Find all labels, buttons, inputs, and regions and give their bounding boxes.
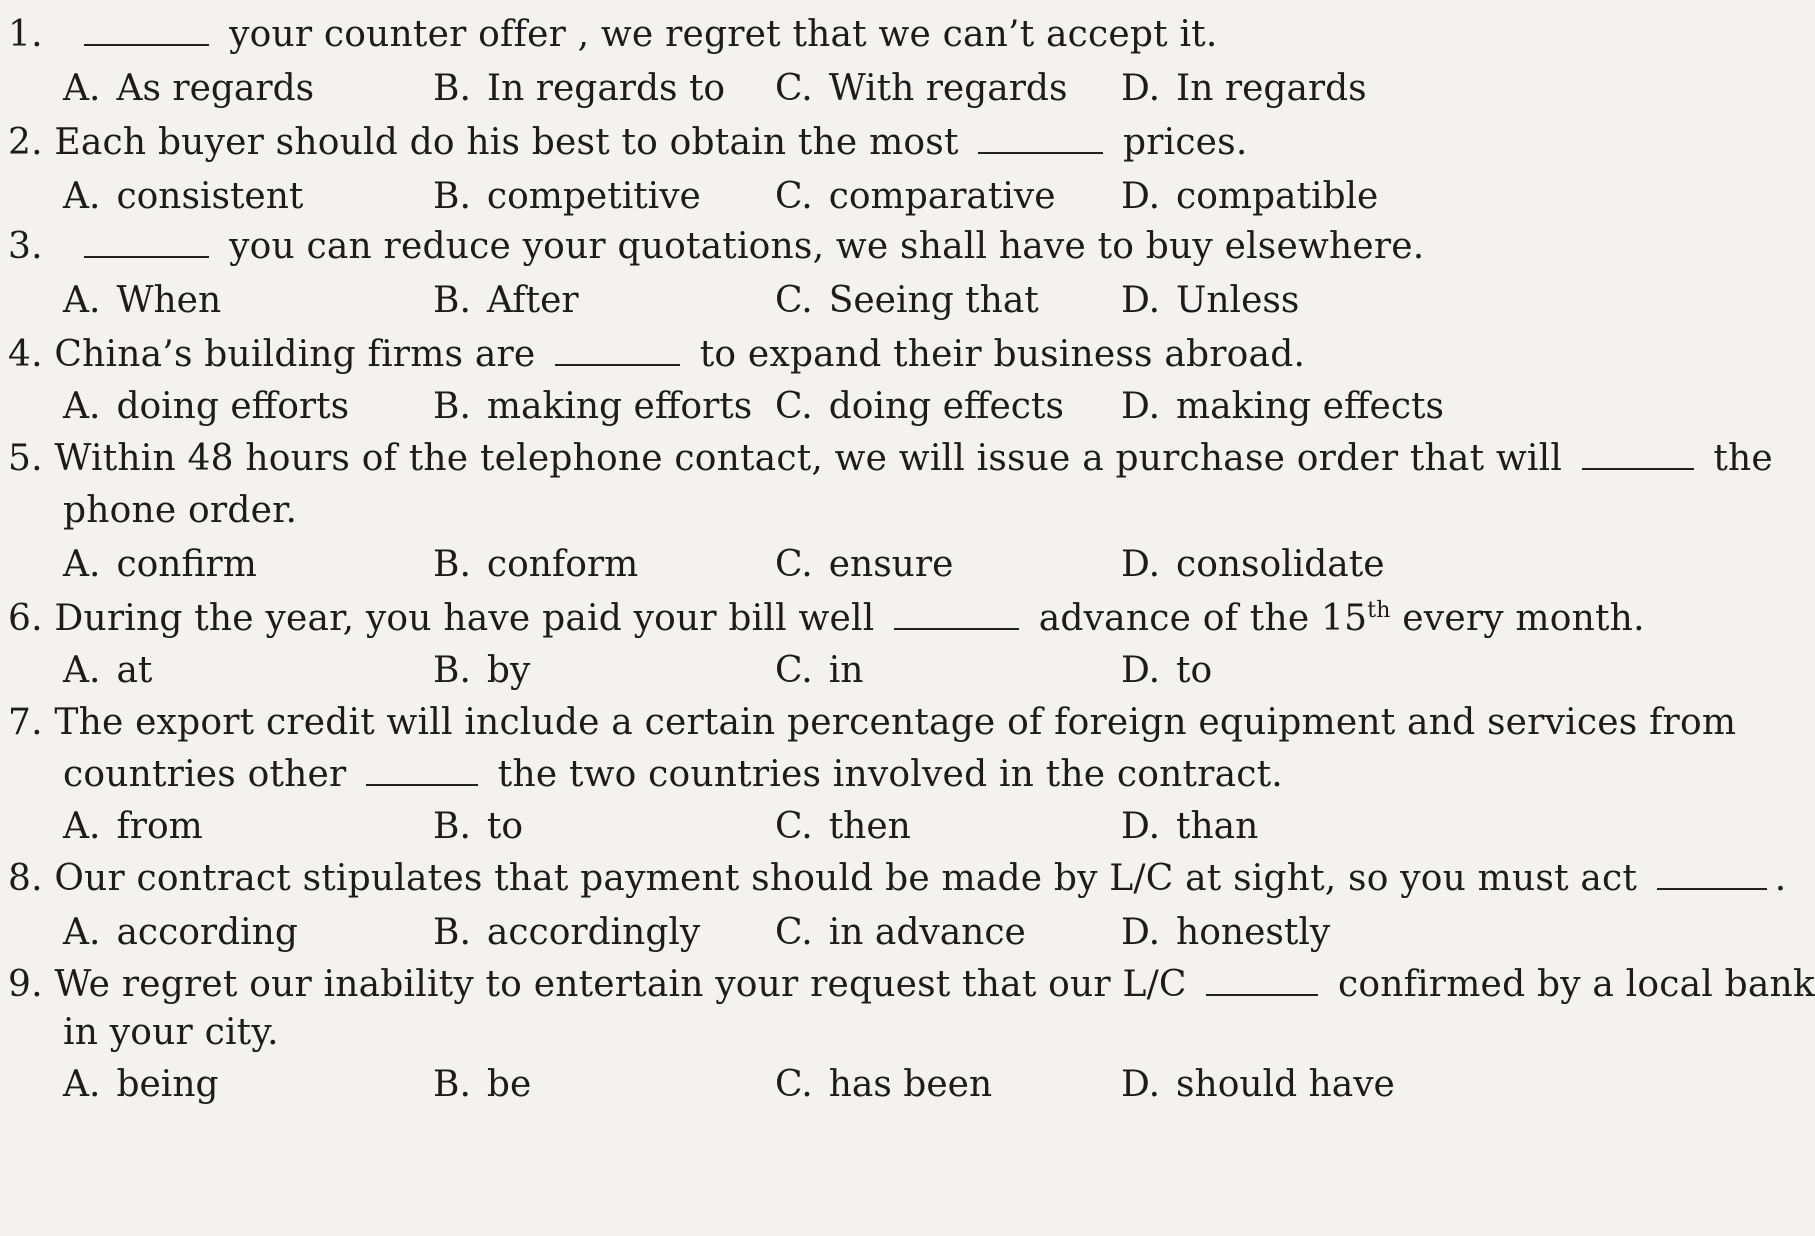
options-2 bbox=[63, 176, 1663, 218]
answer-blank bbox=[1206, 968, 1318, 996]
question-text-end: confirmed by a local bank bbox=[1337, 964, 1815, 1005]
answer-blank bbox=[366, 758, 478, 786]
option-c: C. ensure bbox=[775, 544, 954, 585]
option-c: C. then bbox=[775, 806, 911, 847]
question-number: 6. bbox=[8, 598, 43, 639]
question-text: The export credit will include a certain percentage of foreign equipment and services from bbox=[54, 702, 1737, 743]
question-text-end: every month. bbox=[1402, 598, 1645, 639]
option-c: C. comparative bbox=[775, 176, 1056, 217]
question-number: 9. bbox=[8, 964, 43, 1005]
option-c: C. Seeing that bbox=[775, 280, 1039, 321]
question-number: 5. bbox=[8, 438, 43, 479]
option-a: A. consistent bbox=[63, 176, 304, 217]
option-a: A. As regards bbox=[63, 68, 315, 109]
option-b: B. be bbox=[433, 1064, 532, 1105]
answer-blank bbox=[894, 602, 1019, 630]
question-text: Each buyer should do his best to obtain the most bbox=[54, 122, 959, 163]
question-text-end: prices. bbox=[1122, 122, 1248, 163]
question-text-end: . bbox=[1774, 858, 1787, 899]
option-d: D. compatible bbox=[1121, 176, 1379, 217]
answer-blank bbox=[84, 18, 209, 46]
option-b: B. making efforts bbox=[433, 386, 753, 427]
option-c: C. With regards bbox=[775, 68, 1068, 109]
question-text: your counter offer , we regret that we can’t accept it. bbox=[229, 14, 1218, 55]
option-b: B. accordingly bbox=[433, 912, 701, 953]
question-text: you can reduce your quotations, we shall have to buy elsewhere. bbox=[229, 226, 1425, 267]
option-a: A. doing efforts bbox=[63, 386, 350, 427]
option-b: B. competitive bbox=[433, 176, 701, 217]
question-text-mid: advance of the 15 bbox=[1038, 598, 1368, 639]
option-c: C. in advance bbox=[775, 912, 1026, 953]
superscript: th bbox=[1367, 598, 1391, 623]
option-b: B. In regards to bbox=[433, 68, 726, 109]
question-text: China’s building firms are bbox=[54, 334, 536, 375]
options-7 bbox=[63, 806, 1663, 848]
question-2 bbox=[8, 122, 1248, 164]
question-9 bbox=[8, 964, 1815, 1006]
options-4 bbox=[63, 386, 1663, 428]
question-text: Within 48 hours of the telephone contact, we will issue a purchase order that will bbox=[54, 438, 1563, 479]
answer-blank bbox=[1657, 862, 1767, 890]
option-c: C. has been bbox=[775, 1064, 993, 1105]
answer-blank bbox=[84, 230, 209, 258]
question-text: During the year, you have paid your bill well bbox=[54, 598, 875, 639]
answer-blank bbox=[978, 126, 1103, 154]
question-number: 8. bbox=[8, 858, 43, 899]
options-6 bbox=[63, 650, 1663, 692]
options-1 bbox=[63, 68, 1663, 110]
option-d: D. making effects bbox=[1121, 386, 1444, 427]
question-number: 4. bbox=[8, 334, 43, 375]
answer-blank bbox=[1582, 442, 1694, 470]
option-c: C. doing effects bbox=[775, 386, 1064, 427]
question-text-end: the bbox=[1713, 438, 1773, 479]
question-3 bbox=[8, 226, 1424, 268]
option-d: D. should have bbox=[1121, 1064, 1395, 1105]
option-d: D. honestly bbox=[1121, 912, 1331, 953]
options-9 bbox=[63, 1064, 1663, 1106]
question-text-end: to expand their business abroad. bbox=[699, 334, 1306, 375]
option-a: A. according bbox=[63, 912, 298, 953]
question-text: Our contract stipulates that payment should be made by L/C at sight, so you must act bbox=[54, 858, 1638, 899]
answer-blank bbox=[555, 338, 680, 366]
question-6 bbox=[8, 598, 1645, 640]
question-8 bbox=[8, 858, 1786, 900]
question-number: 1. bbox=[8, 14, 43, 55]
question-number: 3. bbox=[8, 226, 43, 267]
option-b: B. to bbox=[433, 806, 524, 847]
question-text: We regret our inability to entertain your request that our L/C bbox=[54, 964, 1187, 1005]
option-b: B. by bbox=[433, 650, 531, 691]
option-a: A. confirm bbox=[63, 544, 257, 585]
question-5 bbox=[8, 438, 1773, 480]
options-8 bbox=[63, 912, 1663, 954]
options-5 bbox=[63, 544, 1663, 586]
option-d: D. Unless bbox=[1121, 280, 1300, 321]
option-c: C. in bbox=[775, 650, 864, 691]
option-d: D. to bbox=[1121, 650, 1213, 691]
option-a: A. at bbox=[63, 650, 153, 691]
option-a: A. from bbox=[63, 806, 203, 847]
option-d: D. In regards bbox=[1121, 68, 1367, 109]
option-a: A. being bbox=[63, 1064, 219, 1105]
option-b: B. After bbox=[433, 280, 579, 321]
option-d: D. consolidate bbox=[1121, 544, 1385, 585]
question-7-continued: countries other the two countries involved in the contract. bbox=[63, 754, 1283, 795]
question-4 bbox=[8, 334, 1305, 376]
options-3 bbox=[63, 280, 1663, 322]
option-a: A. When bbox=[63, 280, 222, 321]
question-1 bbox=[8, 14, 1217, 56]
question-5-continued: phone order. bbox=[63, 490, 298, 531]
question-7 bbox=[8, 702, 1743, 744]
question-number: 2. bbox=[8, 122, 43, 163]
question-number: 7. bbox=[8, 702, 43, 743]
option-b: B. conform bbox=[433, 544, 639, 585]
option-d: D. than bbox=[1121, 806, 1259, 847]
question-9-continued: in your city. bbox=[63, 1012, 279, 1053]
